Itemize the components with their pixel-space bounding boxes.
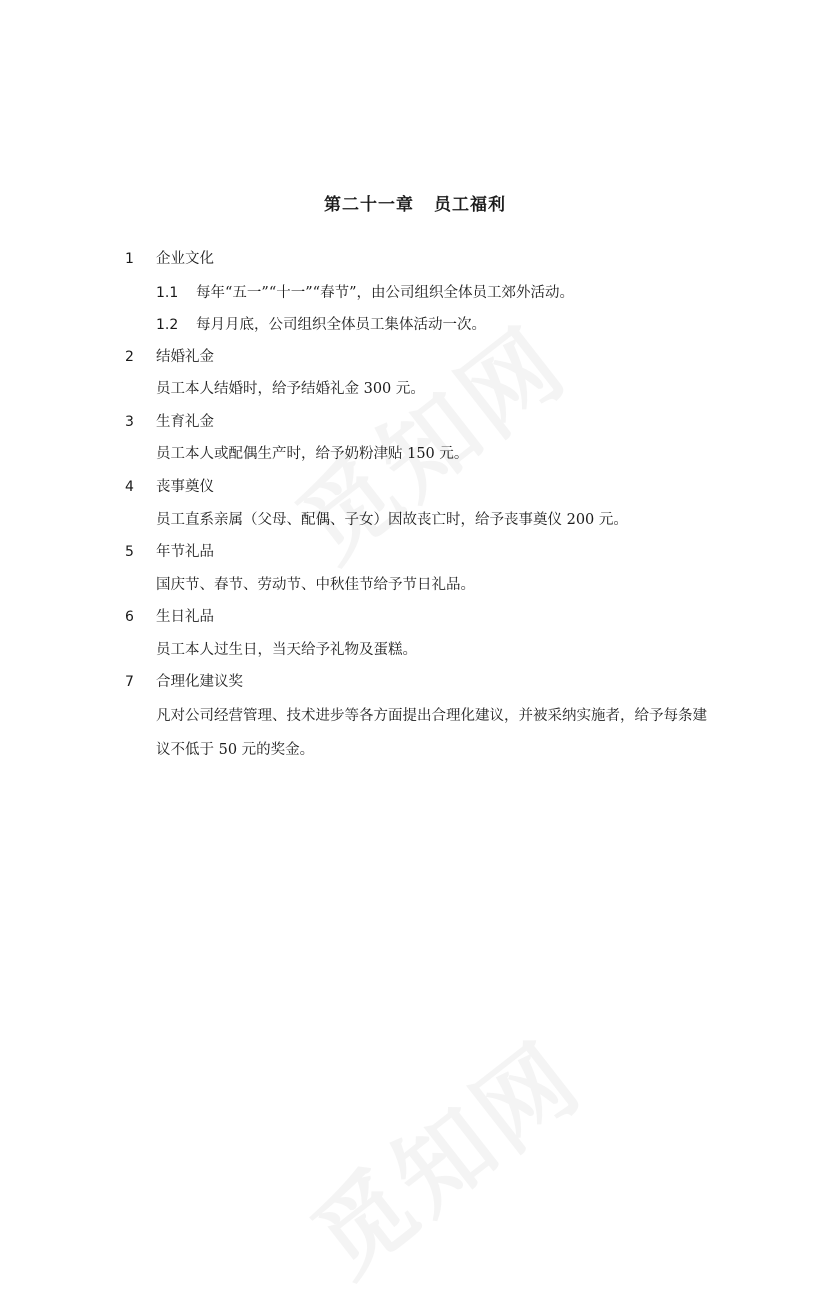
section-body: 员工本人过生日，当天给予礼物及蛋糕。 (156, 642, 417, 658)
section-number: 1 (125, 251, 134, 267)
subsection-number: 1.1 (156, 285, 179, 301)
section-number: 5 (125, 544, 134, 560)
section-body: 国庆节、春节、劳动节、中秋佳节给予节日礼品。 (156, 577, 475, 593)
section-heading: 生育礼金 (156, 414, 214, 430)
subsection-text: 每月月底，公司组织全体员工集体活动一次。 (196, 317, 486, 333)
subsection-number: 1.2 (156, 317, 179, 333)
chapter-prefix: 第二十一章 (324, 195, 414, 215)
section-number: 3 (125, 414, 134, 430)
section-body: 凡对公司经营管理、技术进步等各方面提出合理化建议，并被采纳实施者，给予每条建 (156, 708, 707, 724)
section-number: 6 (125, 609, 134, 625)
chapter-title (0, 190, 830, 215)
chapter-name: 员工福利 (434, 195, 506, 215)
section-number: 7 (125, 674, 134, 690)
section-body: 议不低于 50 元的奖金。 (156, 742, 315, 758)
section-heading: 年节礼品 (156, 544, 214, 560)
section-body: 员工本人结婚时，给予结婚礼金 300 元。 (156, 381, 425, 397)
subsection-text: 每年“五一”“十一”“春节”，由公司组织全体员工郊外活动。 (196, 285, 574, 301)
section-number: 4 (125, 479, 134, 495)
section-heading: 企业文化 (156, 251, 214, 267)
section-body: 员工直系亲属（父母、配偶、子女）因故丧亡时，给予丧事奠仪 200 元。 (156, 512, 628, 528)
section-heading: 合理化建议奖 (156, 674, 243, 690)
section-heading: 结婚礼金 (156, 349, 214, 365)
section-number: 2 (125, 349, 134, 365)
watermark (280, 1005, 605, 1301)
section-heading: 丧事奠仪 (156, 479, 214, 495)
section-body: 员工本人或配偶生产时，给予奶粉津贴 150 元。 (156, 446, 469, 462)
section-heading: 生日礼品 (156, 609, 214, 625)
